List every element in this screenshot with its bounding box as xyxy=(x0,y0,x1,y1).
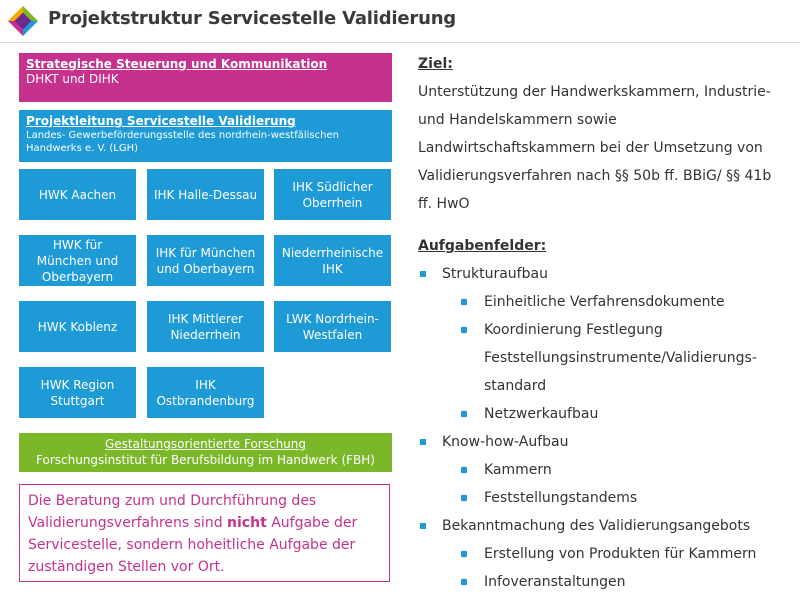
goal-text: Unterstützung der Handwerkskammern, Industrie- und Handelskammern sowie Landwirtschaftskammern bei der Umsetzung von Validierungsverfahren nach §§ 50b ff. BBiG/ §§ 41b ff. HwO xyxy=(418,84,772,212)
list-item: Kammern xyxy=(418,456,790,484)
chamber-tile-niederrheinische-ihk: Niederrheinische IHK xyxy=(274,235,391,286)
list-item: Strukturaufbau xyxy=(418,260,790,288)
list-item: Know-how-Aufbau xyxy=(418,428,790,456)
logo-icon xyxy=(6,4,40,38)
note-box: Die Beratung zum und Durchführung des Validierungsverfahrens sind nicht Aufgabe der Servicestelle, sondern hoheitliche Aufgabe der zuständigen Stellen vor Ort. xyxy=(19,484,390,582)
list-item: Bekanntmachung des Validierungsangebots xyxy=(418,512,790,540)
list-item: Einheitliche Verfahrensdokumente xyxy=(418,288,790,316)
page-title: Projektstruktur Servicestelle Validierung xyxy=(48,8,456,29)
chamber-tile-ihk-suedlicher-oberrhein: IHK Südlicher Oberrhein xyxy=(274,169,391,220)
goal-heading: Ziel: xyxy=(418,56,453,72)
list-item: Infoveranstaltungen xyxy=(418,568,790,596)
list-item: Koordinierung Festlegung Feststellungsinstrumente/Validierungs-standard xyxy=(418,316,790,400)
project-lead-title: Projektleitung Servicestelle Validierung xyxy=(26,114,296,128)
steering-box xyxy=(19,53,392,102)
steering-title: Strategische Steuerung und Kommunikation xyxy=(26,57,328,71)
chamber-tile-lwk-nrw: LWK Nordrhein- Westfalen xyxy=(274,301,391,352)
list-item: Netzwerkaufbau xyxy=(418,400,790,428)
note-emphasis: nicht xyxy=(227,515,267,531)
chamber-tile-hwk-koblenz: HWK Koblenz xyxy=(19,301,136,352)
project-lead-box xyxy=(19,110,392,162)
project-lead-line-2: Handwerks e. V. (LGH) xyxy=(26,143,139,154)
steering-subtitle: DHKT und DIHK xyxy=(26,72,119,86)
research-title: Gestaltungsorientierte Forschung xyxy=(105,437,306,451)
list-item: Erstellung von Produkten für Kammern xyxy=(418,540,790,568)
chamber-tile-ihk-halle-dessau: IHK Halle-Dessau xyxy=(147,169,264,220)
chamber-tile-ihk-mittlerer-niederrhein: IHK Mittlerer Niederrhein xyxy=(147,301,264,352)
project-lead-line-1: Landes- Gewerbeförderungsstelle des nordrhein-westfälischen xyxy=(26,130,339,141)
chamber-tile-ihk-ostbrandenburg: IHK Ostbrandenburg xyxy=(147,367,264,418)
chamber-tile-ihk-muenchen: IHK für München und Oberbayern xyxy=(147,235,264,286)
info-panel xyxy=(418,50,790,596)
research-subtitle: Forschungsinstitut für Berufsbildung im Handwerk (FBH) xyxy=(36,453,375,467)
tasks-heading: Aufgabenfelder: xyxy=(418,238,547,254)
chamber-tile-hwk-muenchen: HWK für München und Oberbayern xyxy=(19,235,136,286)
list-item: Feststellungstandems xyxy=(418,484,790,512)
header xyxy=(0,0,800,43)
research-box xyxy=(19,433,392,472)
chamber-tile-hwk-aachen: HWK Aachen xyxy=(19,169,136,220)
chamber-tile-hwk-stuttgart: HWK Region Stuttgart xyxy=(19,367,136,418)
